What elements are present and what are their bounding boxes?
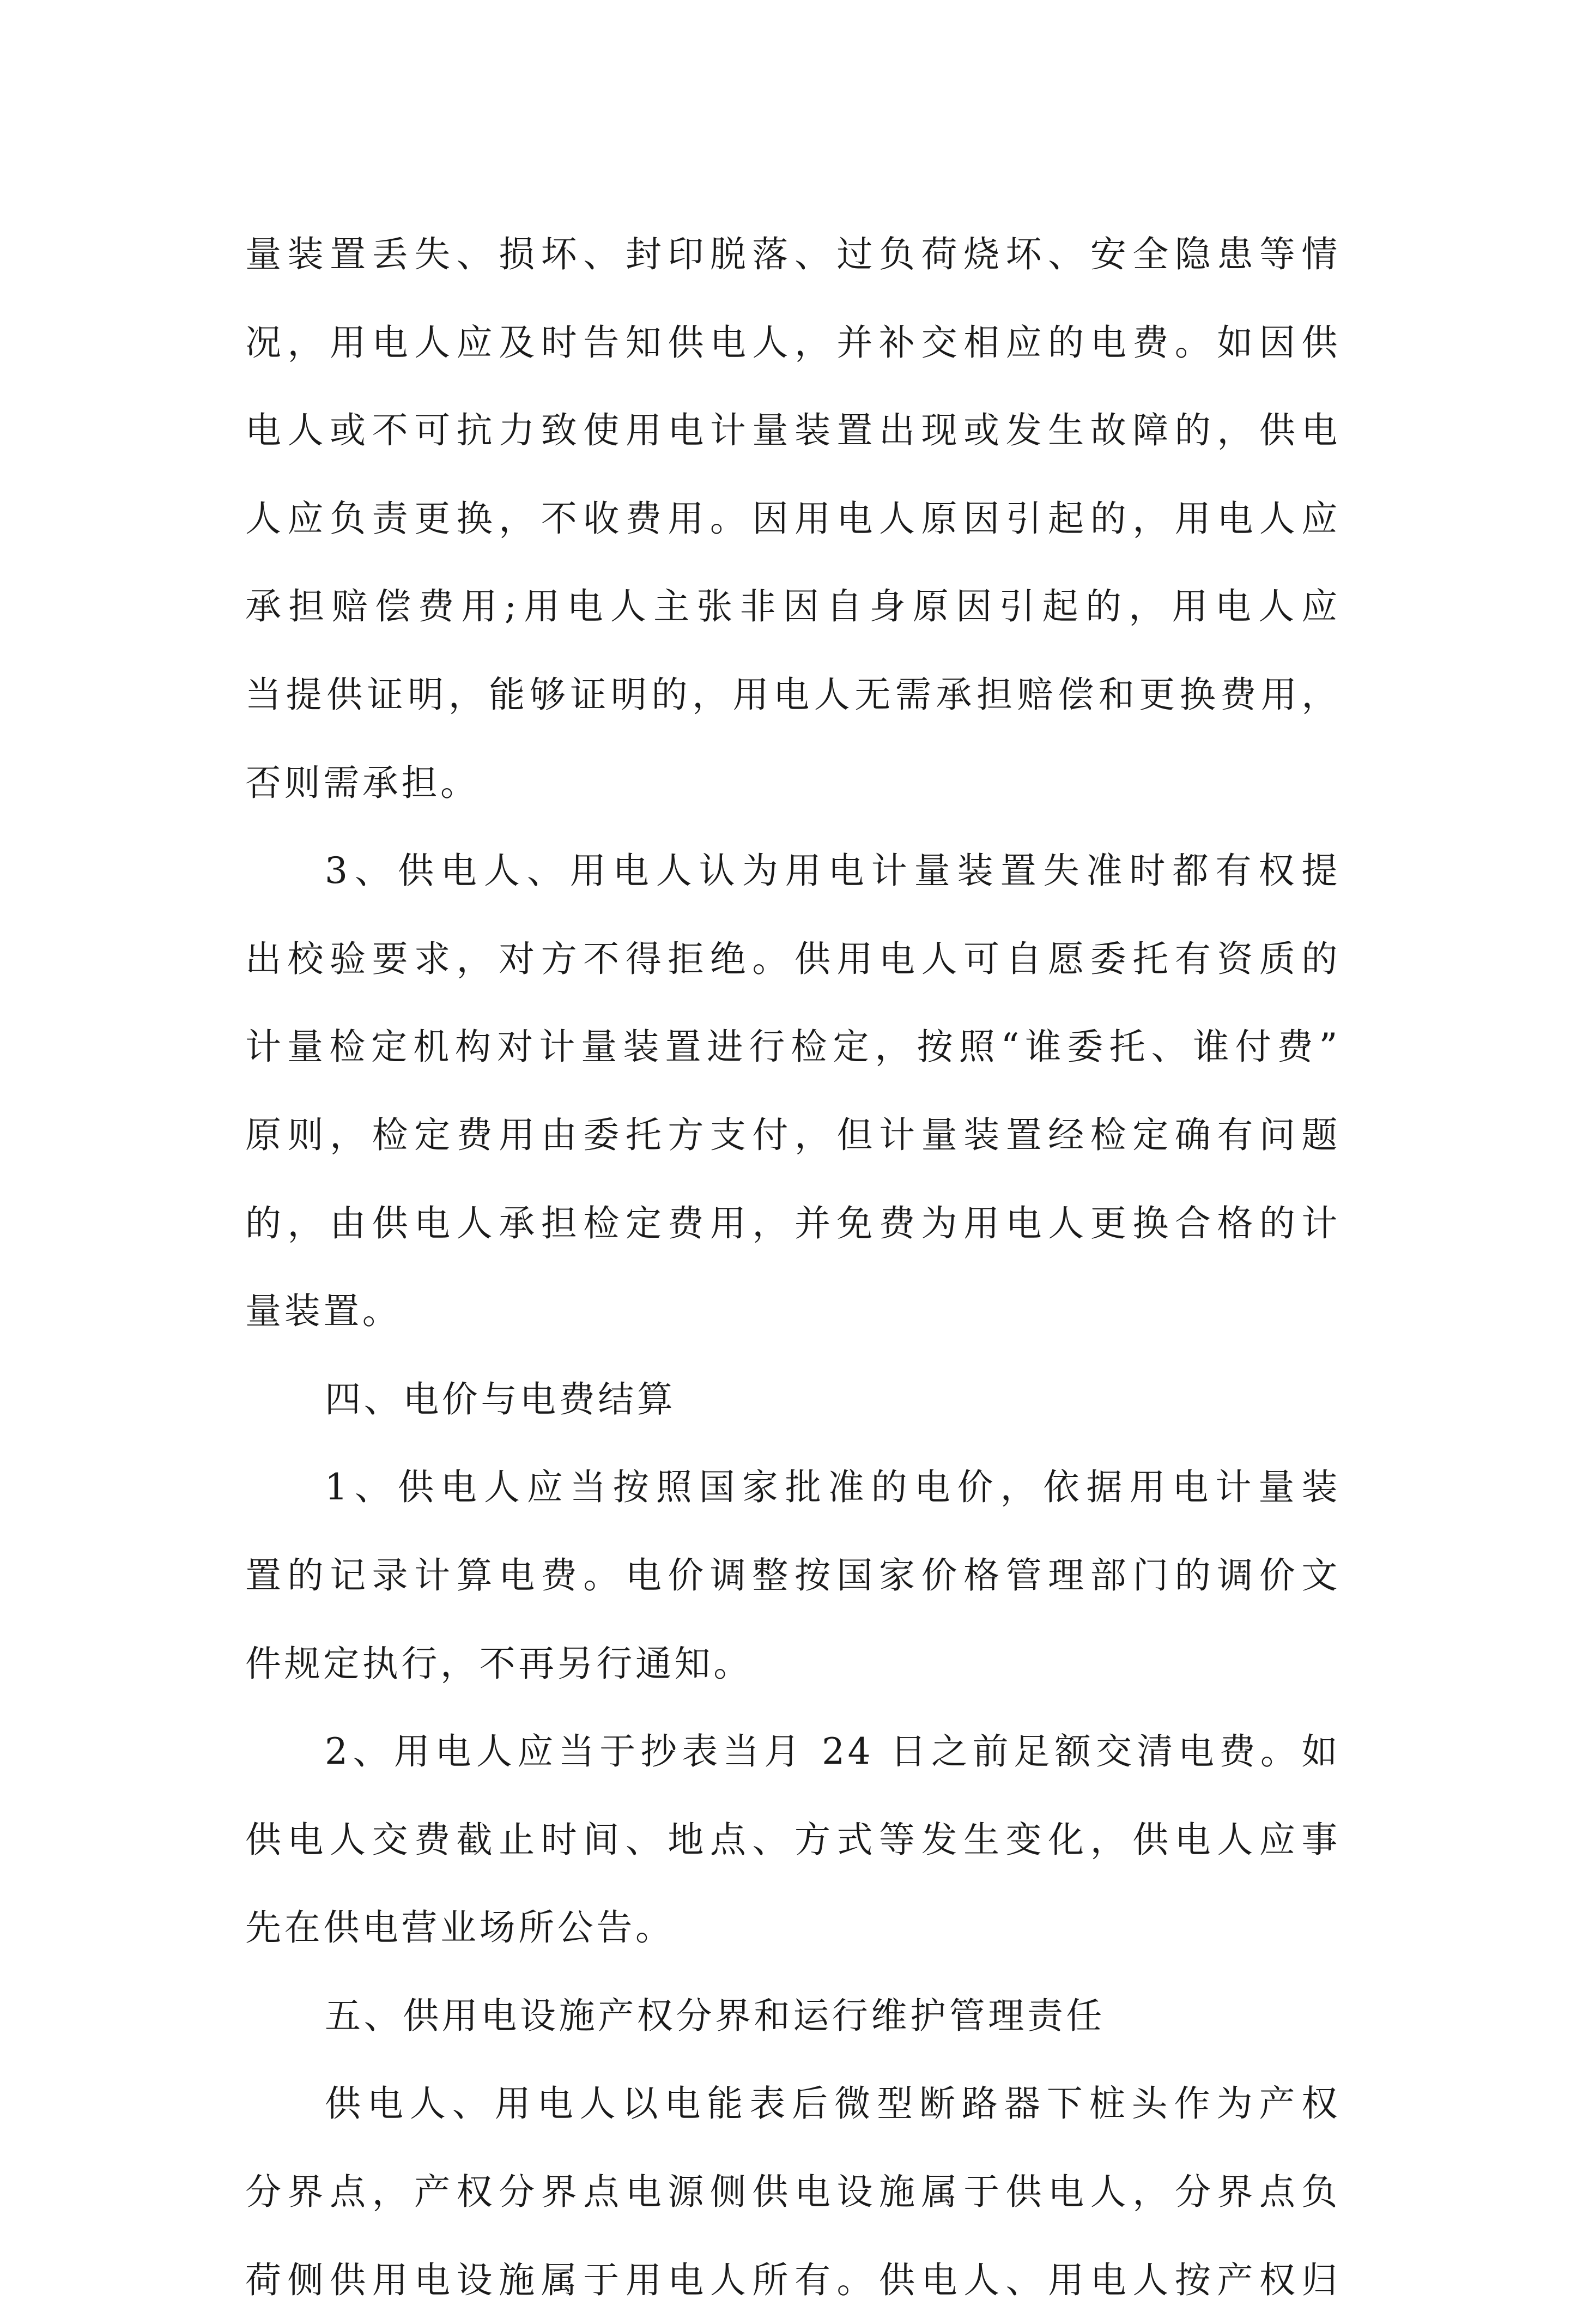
text-line: 供电人交费截止时间、地点、方式等发生变化，供电人应事 [245, 1818, 1341, 1861]
text-line: 的，由供电人承担检定费用，并免费为用电人更换合格的计 [245, 1202, 1341, 1244]
section-heading [245, 1355, 1341, 1444]
text-line: 2、用电人应当于抄表当月 24 日之前足额交清电费。如 [325, 1730, 1341, 1773]
text-line: 量装置。 [245, 1290, 402, 1333]
text-line: 况，用电人应及时告知供电人，并补交相应的电费。如因供 [245, 321, 1341, 364]
text-line: 置的记录计算电费。电价调整按国家价格管理部门的调价文 [245, 1554, 1341, 1596]
text-line: 计量检定机构对计量装置进行检定，按照“谁委托、谁付费” [245, 1026, 1341, 1068]
paragraph [245, 210, 1341, 827]
text-line: 1、供电人应当按照国家批准的电价，依据用电计量装 [325, 1466, 1341, 1509]
text-line: 供电人、用电人以电能表后微型断路器下桩头作为产权 [325, 2083, 1341, 2125]
text-line: 3、供电人、用电人认为用电计量装置失准时都有权提 [325, 850, 1341, 892]
text-line: 承担赔偿费用;用电人主张非因自身原因引起的，用电人应 [245, 585, 1341, 628]
text-line: 人应负责更换，不收费用。因用电人原因引起的，用电人应 [245, 497, 1341, 540]
text-line: 先在供电营业场所公告。 [245, 1907, 675, 1949]
paragraph [245, 1708, 1341, 1972]
text-line: 否则需承担。 [245, 761, 480, 804]
text-line: 荷侧供用电设施属于用电人所有。供电人、用电人按产权归 [245, 2259, 1341, 2301]
text-line: 原则，检定费用由委托方支付，但计量装置经检定确有问题 [245, 1113, 1341, 1156]
document-body [245, 210, 1341, 2324]
text-line: 四、电价与电费结算 [325, 1378, 676, 1420]
paragraph [245, 1443, 1341, 1708]
section-heading [245, 1972, 1341, 2060]
paragraph [245, 827, 1341, 1355]
text-line: 五、供用电设施产权分界和运行维护管理责任 [325, 1994, 1105, 2037]
text-line: 量装置丢失、损坏、封印脱落、过负荷烧坏、安全隐患等情 [245, 233, 1341, 275]
text-line: 出校验要求，对方不得拒绝。供用电人可自愿委托有资质的 [245, 937, 1341, 980]
text-line: 电人或不可抗力致使用电计量装置出现或发生故障的，供电 [245, 409, 1341, 452]
text-line: 分界点，产权分界点电源侧供电设施属于供电人，分界点负 [245, 2171, 1341, 2213]
paragraph [245, 2060, 1341, 2324]
text-line: 件规定执行，不再另行通知。 [245, 1642, 753, 1685]
text-line: 当提供证明，能够证明的，用电人无需承担赔偿和更换费用， [245, 673, 1341, 716]
